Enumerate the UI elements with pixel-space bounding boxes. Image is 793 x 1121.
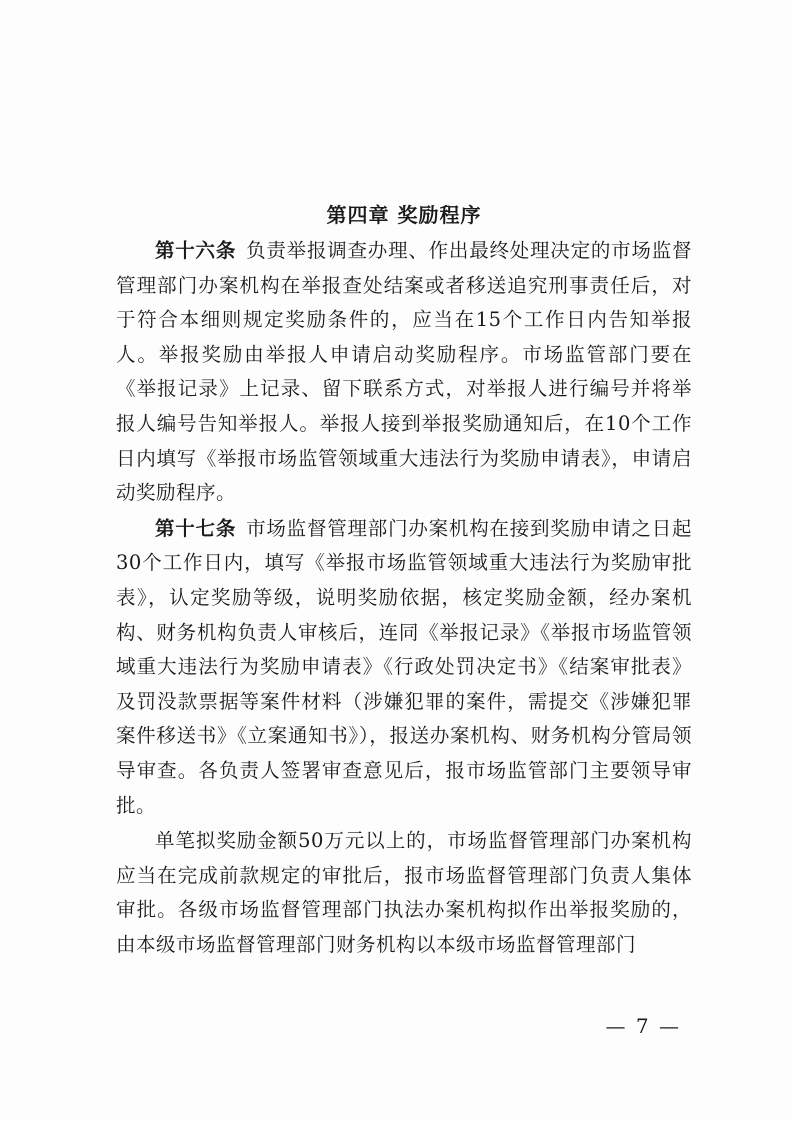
approval-text: 单笔拟奖励金额50万元以上的，市场监督管理部门办案机构应当在完成前款规定的审批后，报市场监督管理部门负责人集体审批。各级市场监督管理部门执法办案机构拟作出举报奖励的，由本级市场监督管理部门财务机构以本级市场监督管理部门 xyxy=(116,829,692,956)
article-17-text: 市场监督管理部门办案机构在接到奖励申请之日起30个工作日内，填写《举报市场监管领域重大违法行为奖励审批表》，认定奖励等级，说明奖励依据，核定奖励金额，经办案机构、财务机构负责人审核后，连同《举报记录》《举报市场监管领域重大违法行为奖励申请表》《行政处罚决定书》《结案审批表》及罚没款票据等案件材料（涉嫌犯罪的案件，需提交《涉嫌犯罪案件移送书》《立案通知书》），报送办案机构、财务机构分管局领导审查。各负责人签署审查意见后，报市场监管部门主要领导审批。 xyxy=(116,516,692,817)
article-16-heading: 第十六条 xyxy=(155,239,237,262)
article-17-paragraph xyxy=(116,512,692,823)
approval-paragraph xyxy=(116,824,692,962)
article-17-heading: 第十七条 xyxy=(155,516,237,540)
document-body xyxy=(116,198,692,962)
article-16-paragraph xyxy=(116,234,692,511)
chapter-title: 第四章 奖励程序 xyxy=(326,203,482,227)
article-16-text: 负责举报调查办理、作出最终处理决定的市场监督管理部门办案机构在举报查处结案或者移送追究刑事责任后，对于符合本细则规定奖励条件的，应当在15个工作日内告知举报人。举报奖励由举报人申请启动奖励程序。市场监管部门要在《举报记录》上记录、留下联系方式，对举报人进行编号并将举报人编号告知举报人。举报人接到举报奖励通知后，在10个工作日内填写《举报市场监管领域重大违法行为奖励申请表》，申请启动奖励程序。 xyxy=(116,239,692,505)
page-number: — 7 — xyxy=(605,1014,681,1038)
